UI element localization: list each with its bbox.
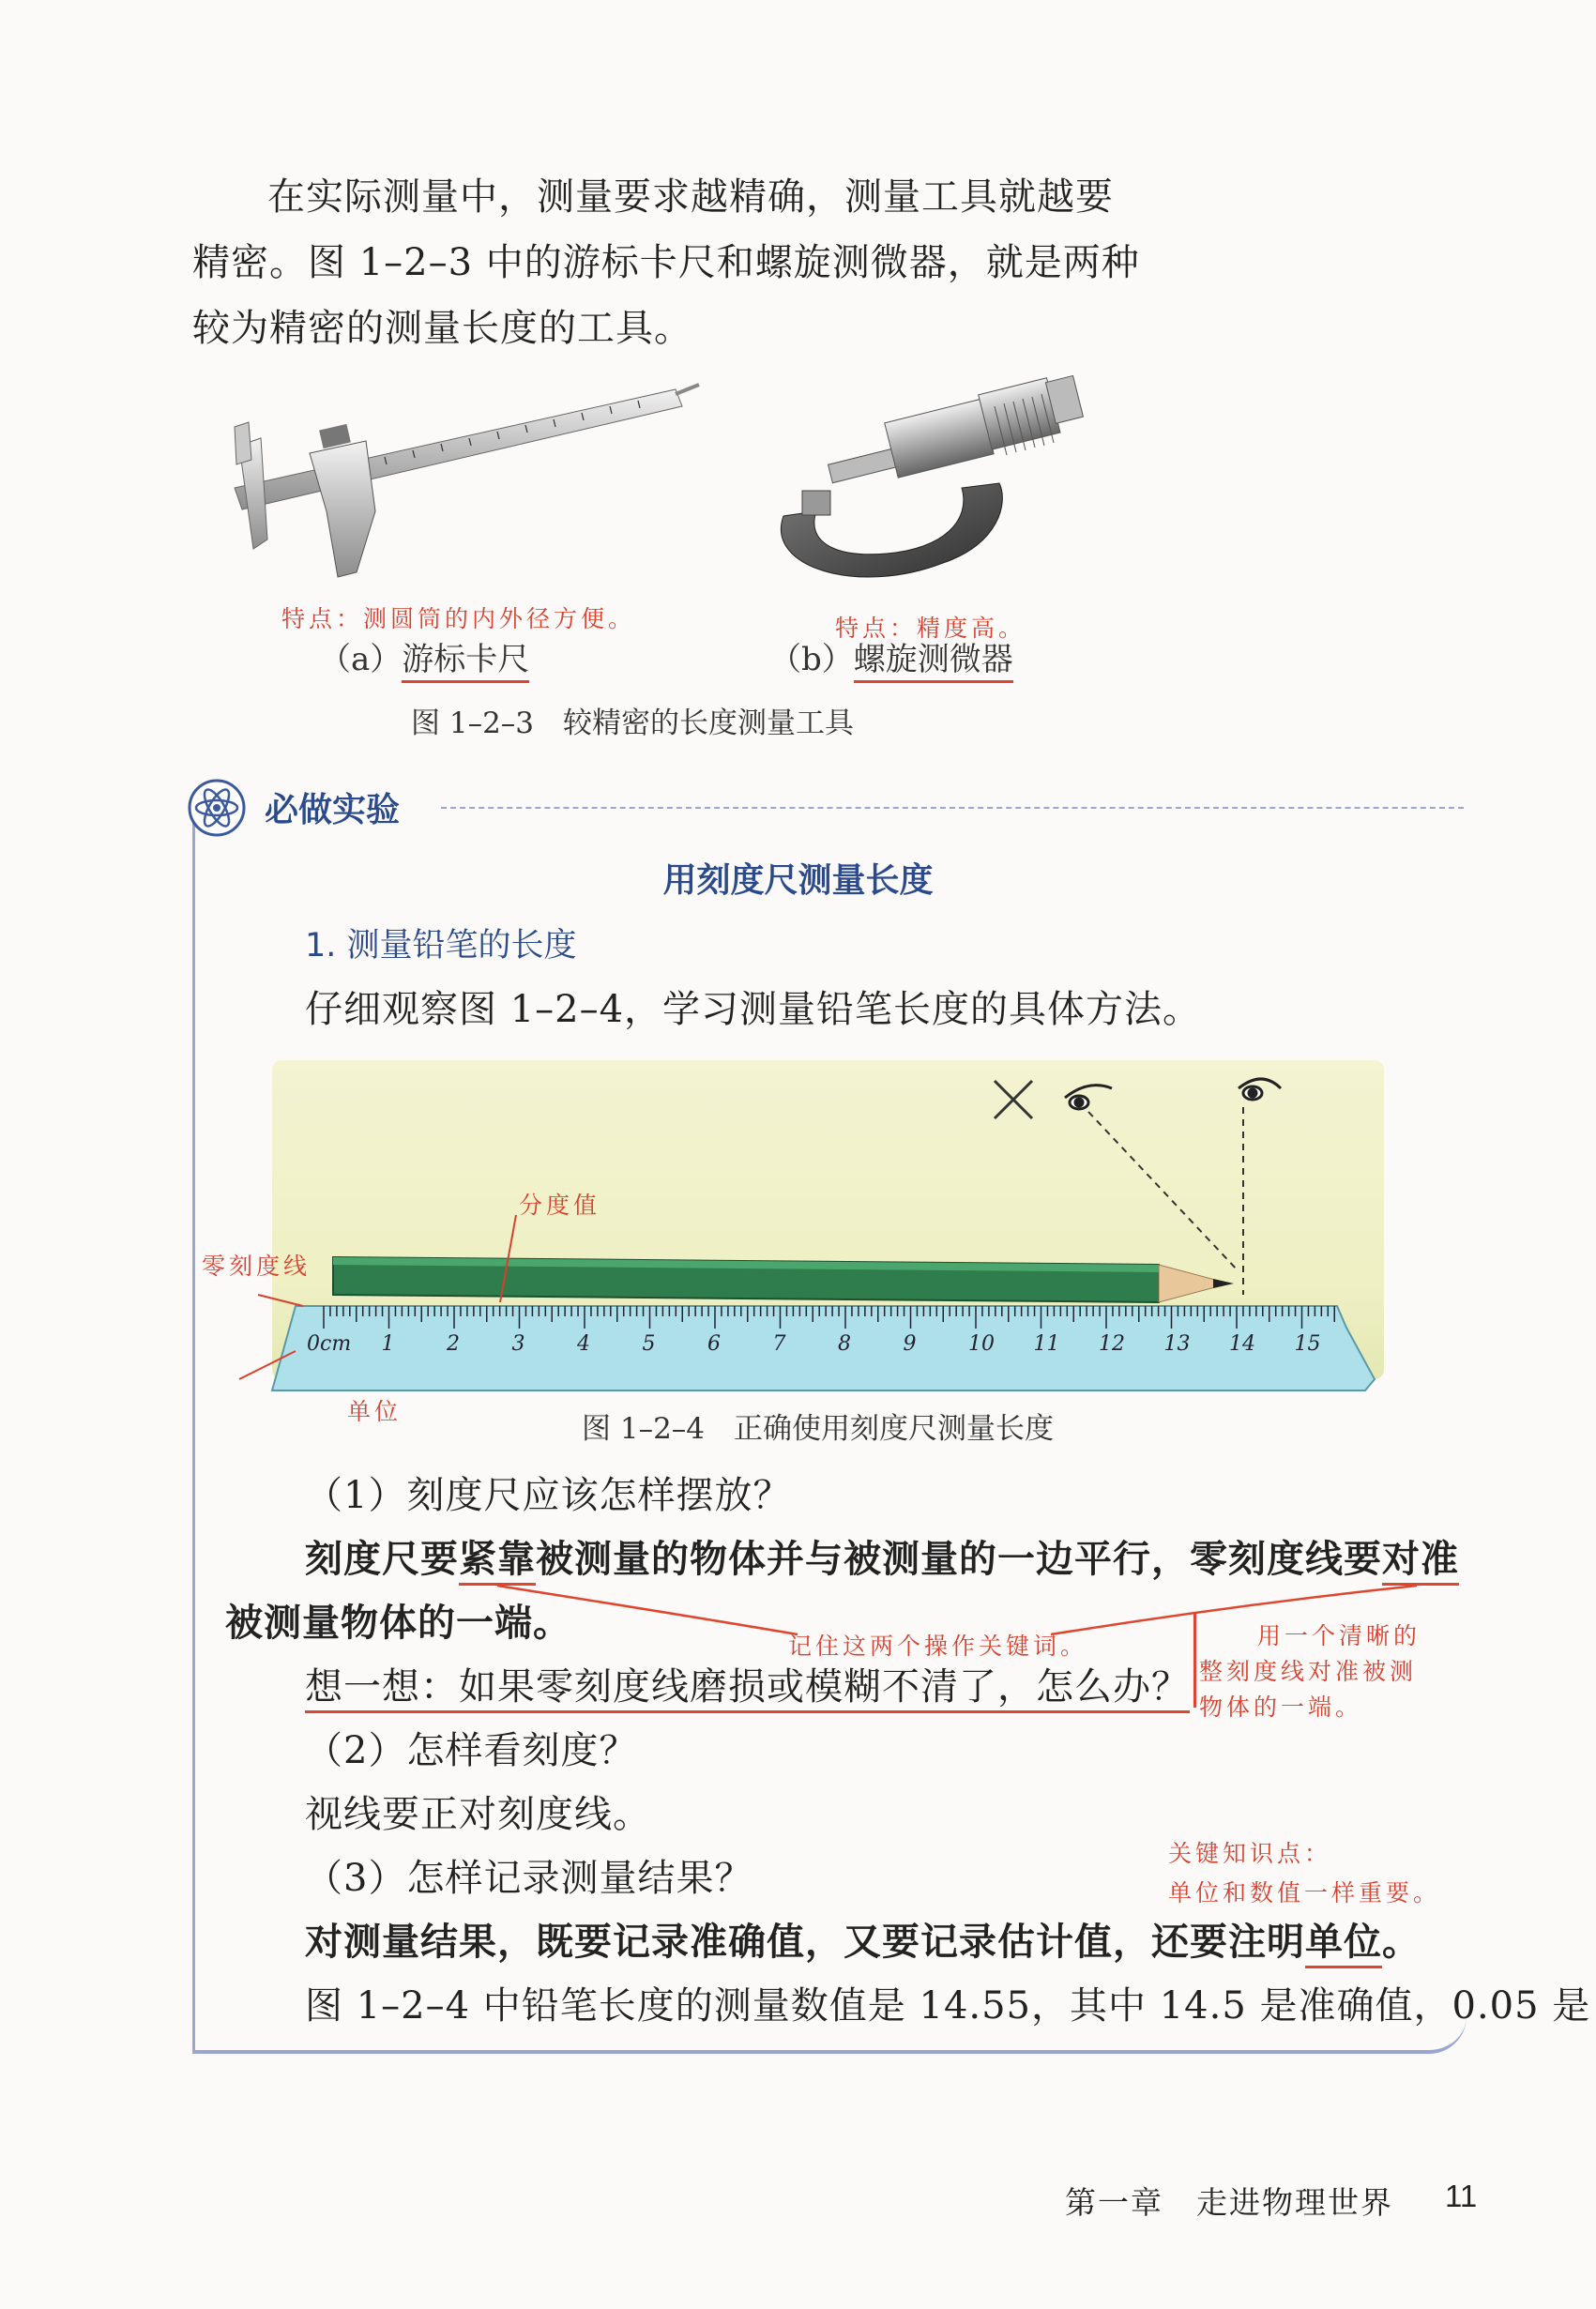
answer-3-text: 对测量结果，既要记录准确值，又要记录估计值，还要注明 [305, 1920, 1305, 1964]
note-answer-line-3: 物体的一端。 [1199, 1694, 1363, 1721]
label-unit: 单位 [347, 1398, 403, 1425]
figure-124-caption: 图 1–2–4 正确使用刻度尺测量长度 [582, 1412, 1055, 1446]
experiment-instruction: 仔细观察图 1–2–4，学习测量铅笔长度的具体方法。 [305, 988, 1202, 1031]
eye-icons [1065, 1079, 1281, 1109]
keyword-align: 对准 [1382, 1537, 1459, 1586]
ruler-number: 0cm [307, 1332, 352, 1356]
label-zero-line: 零刻度线 [202, 1253, 312, 1280]
keyword-unit: 单位 [1305, 1920, 1382, 1968]
ruler-number: 13 [1163, 1332, 1191, 1356]
atom-icon [188, 779, 246, 837]
answer-1-line-2: 被测量物体的一端。 [225, 1601, 571, 1645]
note-key-line-2: 单位和数值一样重要。 [1168, 1879, 1441, 1906]
note-key-line-1: 关键知识点： [1168, 1840, 1332, 1867]
ruler-number: 3 [511, 1332, 525, 1356]
answer-1-part2: 被测量的物体并与被测量的一边平行，零刻度线要 [536, 1537, 1382, 1581]
caption-a-name: 游标卡尺 [402, 641, 529, 683]
ruler-number: 12 [1099, 1332, 1125, 1356]
note-micrometer-feature: 特点：精度高。 [835, 615, 1026, 642]
ruler-number: 4 [577, 1332, 590, 1356]
intro-line-3: 较为精密的测量长度的工具。 [192, 307, 692, 350]
ruler-number: 11 [1033, 1332, 1060, 1356]
intro-line-2: 精密。图 1–2–3 中的游标卡尺和螺旋测微器，就是两种 [192, 241, 1140, 284]
answer-2: 视线要正对刻度线。 [305, 1793, 651, 1836]
caption-a-prefix: （a） [319, 641, 403, 678]
experiment-title: 用刻度尺测量长度 [662, 861, 934, 900]
note-answer-line-1: 用一个清晰的 [1257, 1622, 1421, 1649]
experiment-subheading: 1. 测量铅笔的长度 [305, 927, 577, 965]
ruler-number: 1 [381, 1332, 395, 1356]
answer-1-part1: 刻度尺要 [305, 1537, 459, 1581]
caption-a [319, 633, 529, 679]
think-question [305, 1655, 1190, 1719]
micrometer-image [727, 371, 1084, 600]
note-key-point [1168, 1834, 1440, 1913]
note-answer-bracket [1193, 1614, 1196, 1708]
note-answer [1199, 1618, 1421, 1725]
vernier-caliper-image [216, 371, 704, 596]
question-2: （2）怎样看刻度？ [305, 1729, 638, 1772]
ruler-number: 10 [968, 1332, 995, 1356]
keyword-close: 紧靠 [459, 1537, 536, 1586]
question-3: （3）怎样记录测量结果？ [305, 1857, 753, 1900]
pencil-ruler-illustration [202, 1060, 1393, 1398]
caption-b [769, 633, 1013, 679]
ruler-number: 6 [707, 1332, 721, 1356]
footer-chapter: 第一章 走进物理世界 [1065, 2184, 1393, 2221]
figure-123-caption: 图 1–2–3 较精密的长度测量工具 [411, 706, 855, 740]
ruler-number: 14 [1229, 1332, 1255, 1356]
section-heading-rule [441, 807, 1464, 809]
answer-3 [305, 1910, 1421, 1974]
answer-3-end: 。 [1382, 1920, 1421, 1964]
section-heading: 必做实验 [265, 791, 401, 829]
intro-line-1: 在实际测量中，测量要求越精确，测量工具就越要 [267, 175, 1114, 219]
page-number: 11 [1445, 2179, 1478, 2213]
note-keywords: 记住这两个操作关键词。 [788, 1633, 1088, 1660]
note-answer-line-2: 整刻度线对准被测 [1199, 1658, 1418, 1685]
last-line: 图 1–2–4 中铅笔长度的测量数值是 14.55，其中 14.5 是准确值，0.05 是 [305, 1984, 1591, 2028]
ruler-number: 8 [838, 1332, 851, 1356]
note-vernier-feature: 特点：测圆筒的内外径方便。 [281, 605, 636, 632]
ruler-number: 2 [447, 1332, 460, 1356]
ruler-number: 9 [903, 1332, 917, 1356]
caption-b-name: 螺旋测微器 [854, 641, 1013, 683]
ruler-number: 7 [772, 1332, 786, 1356]
wrong-view-x-icon [995, 1081, 1032, 1118]
ruler-number: 5 [642, 1332, 656, 1356]
ruler-number: 15 [1294, 1332, 1321, 1356]
think-question-text: 想一想：如果零刻度线磨损或模糊不清了，怎么办？ [305, 1665, 1190, 1713]
label-division-value: 分度值 [519, 1192, 601, 1219]
question-1: （1）刻度尺应该怎样摆放？ [305, 1474, 792, 1517]
caption-b-prefix: （b） [769, 641, 854, 678]
